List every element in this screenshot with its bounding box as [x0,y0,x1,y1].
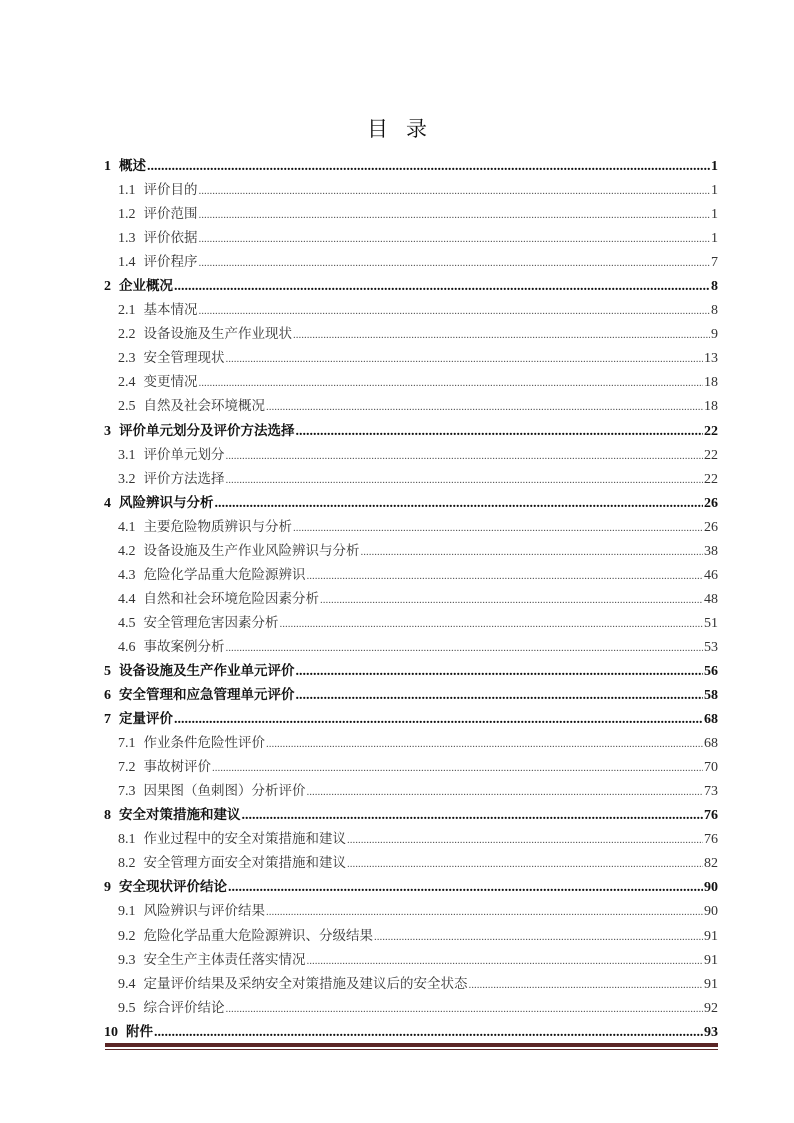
toc-entry-label: 危险化学品重大危险源辨识 [143,566,306,583]
toc-entry-number: 2.3 [118,351,136,367]
toc-entry-label: 评价单元划分及评价方法选择 [119,422,295,439]
toc-page-number: 76 [704,808,718,824]
toc-page-number: 70 [704,760,718,776]
toc-dot-leader [347,828,703,852]
toc-entry-label: 危险化学品重大危险源辨识、分级结果 [143,927,373,944]
toc-entry-number: 4.2 [118,543,136,559]
toc-page-number: 18 [704,399,718,415]
toc-entry-label: 定量评价结果及采纳安全对策措施及建议后的安全状态 [143,975,468,992]
toc-section-row[interactable] [104,635,718,659]
toc-entry-number: 7.1 [118,736,136,752]
toc-entry-number: 4.6 [118,639,136,655]
toc-chapter-row[interactable] [104,683,718,707]
toc-entry-label: 事故案例分析 [143,638,225,655]
toc-entry-label: 安全管理危害因素分析 [143,614,279,631]
toc-page-number: 13 [704,351,718,367]
toc-entry-number: 1 [104,159,111,174]
toc-dot-leader [199,227,711,251]
toc-entry-label: 评价依据 [143,230,198,247]
toc-section-row[interactable] [104,851,718,875]
toc-dot-leader [374,925,703,949]
toc-page-number: 93 [704,1024,718,1040]
toc-entry-number: 7.3 [118,784,136,800]
toc-page-number: 91 [704,952,718,968]
toc-page-number: 18 [704,375,718,391]
toc-chapter-row[interactable] [104,803,718,827]
toc-page-number: 22 [704,423,718,439]
toc-dot-leader [296,420,704,444]
toc-dot-leader [226,444,704,468]
toc-page-number: 91 [704,976,718,992]
toc-entry-label: 定量评价 [119,711,173,728]
toc-entry-label: 自然和社会环境危险因素分析 [143,590,319,607]
toc-dot-leader [199,179,711,203]
toc-entry-label: 安全管理方面安全对策措施和建议 [143,855,346,872]
toc-dot-leader [293,323,710,347]
toc-section-row[interactable] [104,563,718,587]
toc-section-row[interactable] [104,250,718,274]
toc-page-number: 1 [711,159,718,174]
toc-entry-number: 9.1 [118,904,136,920]
toc-dot-leader [242,804,704,828]
toc-entry-label: 评价范围 [143,206,198,223]
toc-section-row[interactable] [104,779,718,803]
toc-section-row[interactable] [104,972,718,996]
toc-entry-label: 作业过程中的安全对策措施和建议 [143,831,346,848]
toc-chapter-row[interactable] [104,707,718,731]
toc-dot-leader [469,973,704,997]
toc-page-number: 1 [711,207,718,223]
toc-dot-leader [199,203,711,227]
toc-dot-leader [266,900,703,924]
toc-dot-leader [361,540,704,564]
toc-entry-label: 安全管理现状 [143,350,225,367]
toc-entry-label: 设备设施及生产作业风险辨识与分析 [143,542,360,559]
toc-page-number: 73 [704,784,718,800]
toc-entry-number: 5 [104,663,111,679]
toc-entry-number: 4.3 [118,567,136,583]
toc-section-row[interactable] [104,226,718,250]
toc-section-row[interactable] [104,467,718,491]
toc-entry-number: 4 [104,495,111,511]
toc-entry-number: 4.4 [118,591,136,607]
toc-dot-leader [226,636,704,660]
toc-page-number: 46 [704,567,718,583]
toc-entry-number: 1.3 [118,231,136,247]
toc-entry-number: 8 [104,808,111,824]
toc-entry-number: 4.5 [118,615,136,631]
toc-page-number: 9 [711,327,718,343]
toc-dot-leader [280,612,704,636]
toc-entry-label: 安全对策措施和建议 [119,807,241,824]
toc-dot-leader [226,997,704,1021]
toc-entry-label: 设备设施及生产作业现状 [143,326,292,343]
toc-page-number: 91 [704,928,718,944]
toc-dot-leader [226,347,704,371]
toc-entry-label: 风险辨识与分析 [119,494,214,511]
toc-section-row[interactable] [104,827,718,851]
toc-page-number: 22 [704,447,718,463]
toc-section-row[interactable] [104,178,718,202]
toc-page-number: 8 [711,279,718,295]
toc-dot-leader [174,275,710,299]
toc-entry-number: 9 [104,880,111,896]
toc-section-row[interactable] [104,346,718,370]
toc-entry-number: 1.1 [118,183,136,199]
toc-section-row[interactable] [104,948,718,972]
toc-dot-leader [215,492,704,516]
toc-entry-number: 9.2 [118,928,136,944]
toc-dot-leader [320,588,703,612]
footer-rule [105,1043,718,1050]
toc-dot-leader [199,299,711,323]
toc-page-number: 7 [711,255,718,271]
toc-dot-leader [296,684,704,708]
toc-entry-label: 风险辨识与评价结果 [143,903,265,920]
toc-dot-leader [307,949,704,973]
toc-entry-number: 10 [104,1024,118,1040]
toc-section-row[interactable] [104,298,718,322]
toc-page-number: 82 [704,856,718,872]
toc-dot-leader [212,756,703,780]
toc-entry-label: 安全现状评价结论 [119,879,227,896]
toc-entry-label: 评价单元划分 [143,446,225,463]
toc-section-row[interactable] [104,731,718,755]
toc-entry-label: 作业条件危险性评价 [143,735,265,752]
toc-chapter-row[interactable] [104,491,718,515]
toc-section-row[interactable] [104,202,718,226]
toc-entry-number: 3 [104,423,111,439]
toc-page-number: 26 [704,495,718,511]
toc-page-number: 56 [704,663,718,679]
toc-chapter-row[interactable] [104,274,718,298]
toc-page-number: 51 [704,615,718,631]
toc-section-row[interactable] [104,370,718,394]
toc-entry-number: 9.4 [118,976,136,992]
toc-entry-label: 安全管理和应急管理单元评价 [119,687,295,704]
toc-entry-number: 1.2 [118,207,136,223]
toc-entry-number: 2.2 [118,327,136,343]
toc-page-number: 76 [704,832,718,848]
toc-entry-number: 7 [104,712,111,728]
footer-rule-thin [105,1049,718,1050]
toc-chapter-row[interactable] [104,154,718,178]
toc-entry-label: 安全生产主体责任落实情况 [143,951,306,968]
toc-entry-number: 2.1 [118,303,136,319]
toc-section-row[interactable] [104,755,718,779]
toc-page-number: 8 [711,303,718,319]
toc-section-row[interactable] [104,539,718,563]
toc-chapter-row[interactable] [104,419,718,443]
toc-dot-leader [228,876,703,900]
toc-page-number: 26 [704,519,718,535]
toc-entry-number: 2.4 [118,375,136,391]
toc-page-number: 22 [704,471,718,487]
toc-dot-leader [347,852,703,876]
toc-dot-leader [307,780,704,804]
toc-page-number: 90 [704,904,718,920]
toc-entry-label: 设备设施及生产作业单元评价 [119,662,295,679]
toc-entry-label: 附件 [126,1023,153,1040]
toc-page-number: 58 [704,688,718,704]
toc-page-number: 1 [711,183,718,199]
toc-entry-number: 2 [104,279,111,295]
toc-entry-label: 事故树评价 [143,759,211,776]
toc-section-row[interactable] [104,443,718,467]
toc-dot-leader [199,251,711,275]
toc-entry-number: 3.2 [118,471,136,487]
toc-dot-leader [174,708,703,732]
toc-dot-leader [199,371,704,395]
toc-chapter-row[interactable] [104,875,718,899]
toc-entry-number: 1.4 [118,255,136,271]
toc-section-row[interactable] [104,515,718,539]
toc-entry-number: 3.1 [118,447,136,463]
toc-entry-label: 评价程序 [143,254,198,271]
toc-entry-label: 因果图（鱼刺图）分析评价 [143,783,306,800]
toc-entry-number: 9.3 [118,952,136,968]
toc-dot-leader [266,732,703,756]
toc-entry-number: 4.1 [118,519,136,535]
toc-entry-label: 综合评价结论 [143,999,225,1016]
toc-entry-number: 6 [104,688,111,704]
toc-page-number: 53 [704,639,718,655]
toc-chapter-row[interactable] [104,1020,718,1044]
toc-dot-leader [293,516,703,540]
toc-chapter-row[interactable] [104,659,718,683]
toc-entry-label: 企业概况 [119,278,173,295]
toc-page-number: 1 [711,231,718,247]
toc-section-row[interactable] [104,924,718,948]
toc-page-number: 92 [704,1000,718,1016]
toc-entry-number: 8.1 [118,832,136,848]
toc-page-number: 68 [704,736,718,752]
toc-dot-leader [147,155,710,179]
toc-section-row[interactable] [104,899,718,923]
toc-section-row[interactable] [104,394,718,418]
toc-entry-label: 主要危险物质辨识与分析 [143,518,292,535]
toc-dot-leader [226,468,704,492]
table-of-contents [104,154,718,1044]
toc-entry-number: 9.5 [118,1000,136,1016]
toc-entry-label: 概述 [119,158,146,174]
toc-dot-leader [307,564,704,588]
toc-page-number: 90 [704,880,718,896]
toc-entry-label: 变更情况 [143,374,198,391]
toc-dot-leader [154,1021,703,1045]
toc-section-row[interactable] [104,587,718,611]
toc-page-number: 68 [704,712,718,728]
toc-entry-label: 评价方法选择 [143,470,225,487]
toc-section-row[interactable] [104,322,718,346]
toc-section-row[interactable] [104,996,718,1020]
toc-page-number: 38 [704,543,718,559]
toc-entry-label: 基本情况 [143,302,198,319]
toc-entry-number: 2.5 [118,399,136,415]
toc-entry-label: 评价目的 [143,182,198,199]
toc-dot-leader [266,395,703,419]
page-title: 目录 [367,117,445,141]
toc-entry-number: 8.2 [118,856,136,872]
toc-page-number: 48 [704,591,718,607]
toc-section-row[interactable] [104,611,718,635]
toc-entry-number: 7.2 [118,760,136,776]
toc-dot-leader [296,660,704,684]
toc-entry-label: 自然及社会环境概况 [143,398,265,415]
